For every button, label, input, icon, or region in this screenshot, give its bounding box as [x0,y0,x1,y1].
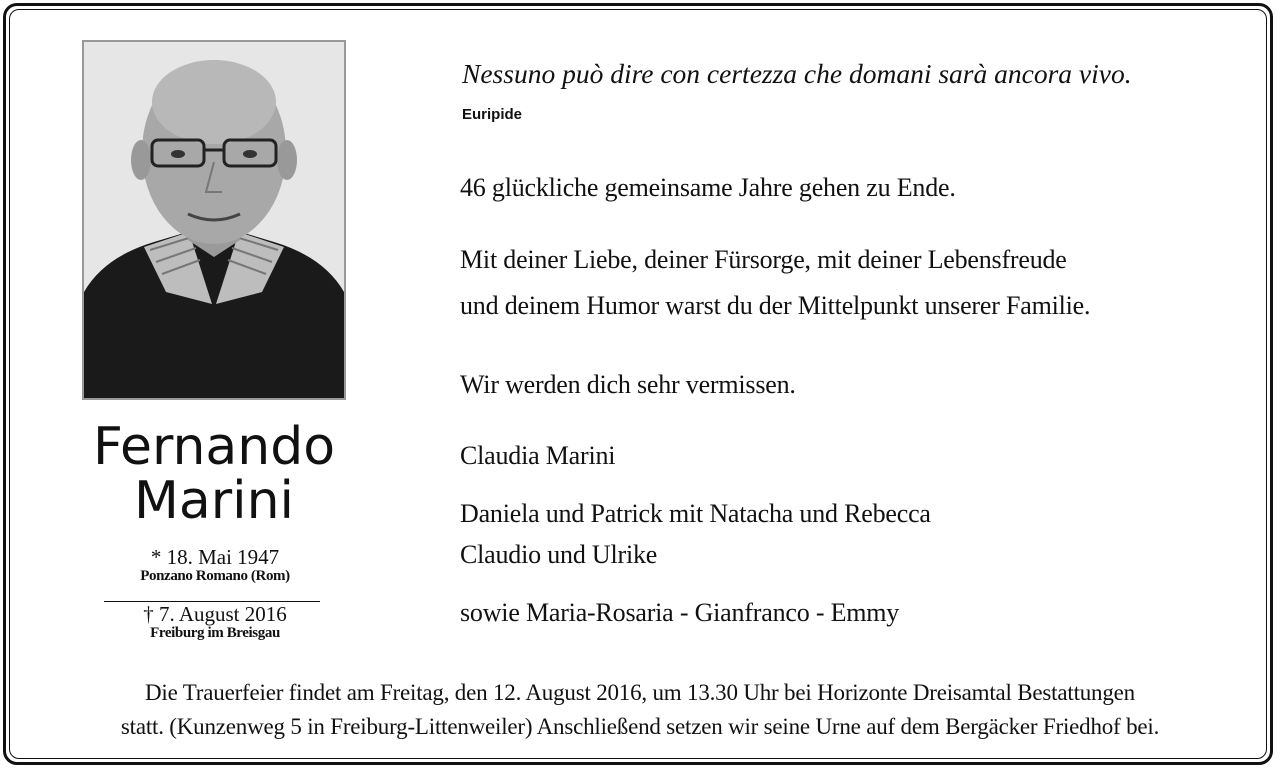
message-line: Wir werden dich sehr vermissen. [460,370,796,399]
death-info [90,603,340,641]
birth-info [90,546,340,584]
message-line: 46 glückliche gemeinsame Jahre gehen zu Ende. [460,173,956,202]
message-line: und deinem Humor warst du der Mittelpunkt unserer Familie. [460,291,1091,320]
last-name: Marini [134,471,294,531]
birth-date: * 18. Mai 1947 [150,545,280,569]
first-name: Fernando [92,417,336,477]
quote-text: Nessuno può dire con certezza che domani sarà ancora vivo. [462,58,1132,89]
mourner-others: sowie Maria-Rosaria - Gianfranco - Emmy [460,598,900,627]
death-place: Freiburg im Breisgau [150,625,280,641]
funeral-info-line: Die Trauerfeier findet am Freitag, den 12. August 2016, um 13.30 Uhr bei Horizonte Dreisamtal Bestattungen [145,680,1135,705]
death-date: † 7. August 2016 [143,602,287,626]
mourner-spouse: Claudia Marini [460,441,616,470]
funeral-info-line: statt. (Kunzenweg 5 in Freiburg-Littenweiler) Anschließend setzen wir seine Urne auf dem Bergäcker Friedhof bei. [120,714,1160,739]
message-line: Mit deiner Liebe, deiner Fürsorge, mit deiner Lebensfreude [460,245,1067,274]
portrait-photo [82,40,346,400]
quote-author: Euripide [462,106,523,123]
mourner-family: Claudio und Ulrike [460,540,658,569]
birth-place: Ponzano Romano (Rom) [140,568,290,584]
mourner-family: Daniela und Patrick mit Natacha und Rebecca [460,499,931,528]
